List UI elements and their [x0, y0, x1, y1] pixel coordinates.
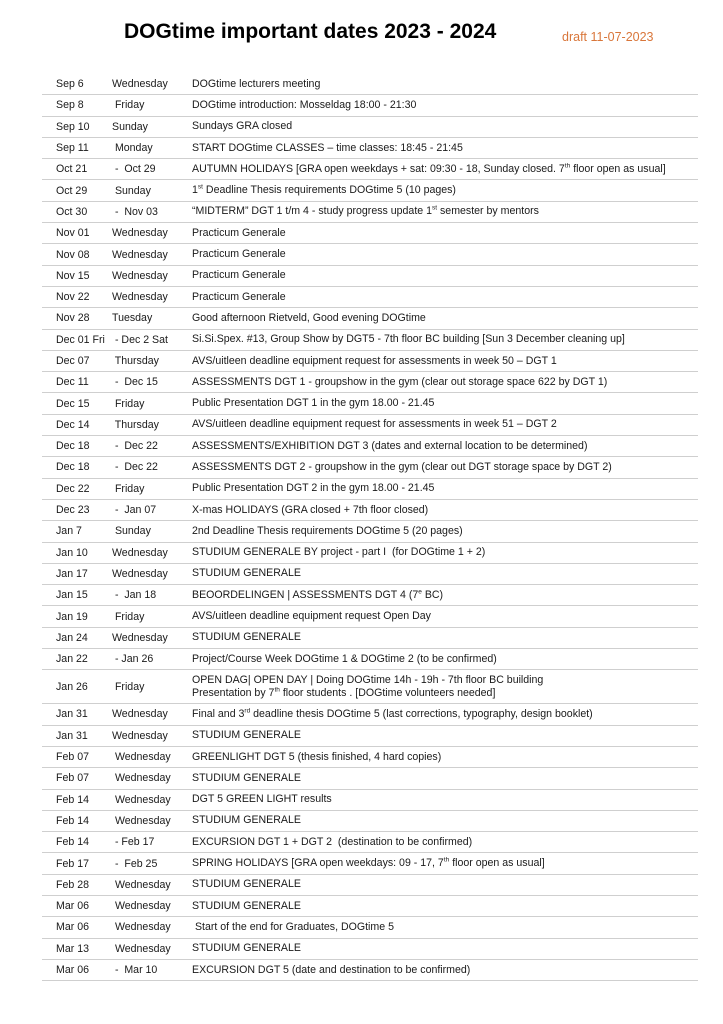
draft-date: draft 11-07-2023 — [562, 30, 654, 44]
row-description: STUDIUM GENERALE — [192, 942, 301, 955]
row-day: Thursday — [112, 418, 159, 431]
table-row — [42, 811, 698, 832]
row-description-text: floor open as usual] — [570, 162, 666, 175]
row-day: - Dec 22 — [112, 440, 158, 453]
row-description: DGT 5 GREEN LIGHT results — [192, 793, 332, 806]
row-day: Wednesday — [112, 248, 168, 261]
row-description: Si.Si.Spex. #13, Group Show by DGT5 - 7th floor BC building [Sun 3 December cleaning up] — [192, 333, 625, 346]
table-row — [42, 670, 698, 704]
row-date: Dec 22 — [56, 482, 90, 495]
row-description — [192, 205, 698, 218]
table-row — [42, 704, 698, 725]
row-day: Thursday — [112, 355, 159, 367]
row-date: Oct 21 — [56, 163, 88, 176]
ordinal-suffix: th — [564, 162, 571, 170]
table-row — [42, 351, 698, 372]
page-title: DOGtime important dates 2023 - 2024 — [124, 20, 497, 43]
row-description-text: semester by mentors — [437, 205, 539, 218]
table-row — [42, 436, 698, 457]
row-date: Jan 7 — [56, 525, 82, 538]
row-description: STUDIUM GENERALE — [192, 899, 301, 912]
row-day: Sunday — [112, 525, 151, 538]
row-date: Jan 31 — [56, 708, 88, 721]
table-row — [42, 628, 698, 649]
row-description: DOGtime introduction: Mosseldag 18:00 - 21:30 — [192, 98, 417, 111]
row-date: Jan 22 — [56, 653, 88, 666]
row-description: Practicum Generale — [192, 248, 286, 261]
row-date: Dec 18 — [56, 461, 90, 474]
row-day: Wednesday — [112, 708, 168, 721]
row-date: Nov 01 — [56, 227, 90, 240]
ordinal-suffix: th — [274, 686, 280, 694]
row-date: Sep 8 — [56, 99, 84, 112]
row-description-line: OPEN DAG| OPEN DAY | Doing DOGtime 14h - 19h - 7th floor BC building — [192, 673, 544, 686]
ordinal-suffix: th — [443, 856, 450, 864]
row-date: Feb 14 — [56, 793, 89, 806]
row-description: STUDIUM GENERALE — [192, 771, 301, 784]
table-row — [42, 543, 698, 564]
row-description-text: Presentation by 7 — [192, 686, 275, 699]
row-date: Dec 01 Fri — [56, 333, 105, 346]
row-day: Wednesday — [112, 227, 168, 240]
row-description: STUDIUM GENERALE — [192, 567, 301, 580]
row-day: Friday — [112, 397, 145, 410]
row-day: - Nov 03 — [112, 205, 158, 218]
row-date: Jan 10 — [56, 546, 88, 559]
table-row — [42, 939, 698, 960]
row-description: ASSESSMENTS DGT 1 - groupshow in the gym (clear out storage space 622 by DGT 1) — [192, 375, 608, 388]
row-day: Friday — [112, 610, 145, 623]
table-row — [42, 500, 698, 521]
row-date: Feb 07 — [56, 751, 89, 764]
row-day: Wednesday — [112, 772, 171, 785]
table-row — [42, 95, 698, 116]
row-date: Nov 08 — [56, 248, 90, 261]
table-row — [42, 117, 698, 138]
row-description: EXCURSION DGT 5 (date and destination to be confirmed) — [192, 963, 471, 976]
row-description: EXCURSION DGT 1 + DGT 2 (destination to be confirmed) — [192, 835, 473, 848]
row-date: Jan 15 — [56, 589, 88, 602]
row-day: Sunday — [112, 120, 148, 133]
table-row — [42, 917, 698, 938]
dates-table — [42, 74, 698, 981]
row-description-text: BC) — [421, 588, 444, 601]
table-row — [42, 585, 698, 606]
row-description-text: “MIDTERM” DGT 1 t/m 4 - study progress update 1 — [192, 205, 432, 218]
row-date: Jan 17 — [56, 567, 88, 580]
row-day: - Dec 22 — [112, 461, 158, 474]
row-description-text: Final and 3 — [192, 707, 245, 720]
row-description — [192, 589, 698, 602]
row-description-text: BEOORDELINGEN | ASSESSMENTS DGT 4 (7 — [192, 588, 419, 601]
row-description: STUDIUM GENERALE — [192, 631, 301, 644]
table-row — [42, 875, 698, 896]
row-day: - Dec 15 — [112, 376, 158, 389]
row-day: Friday — [112, 482, 145, 495]
row-description: STUDIUM GENERALE — [192, 878, 301, 891]
row-date: Nov 15 — [56, 269, 90, 282]
row-day: Wednesday — [112, 729, 168, 742]
row-date: Nov 22 — [56, 291, 90, 304]
row-date: Mar 13 — [56, 942, 89, 955]
row-description: GREENLIGHT DGT 5 (thesis finished, 4 hard copies) — [192, 750, 442, 763]
row-date: Mar 06 — [56, 964, 89, 977]
table-row — [42, 564, 698, 585]
table-row — [42, 202, 698, 223]
table-row — [42, 896, 698, 917]
row-date: Jan 31 — [56, 729, 88, 742]
row-day: Wednesday — [112, 793, 171, 806]
row-description: Project/Course Week DOGtime 1 & DOGtime 2 (to be confirmed) — [192, 652, 497, 665]
row-description: ASSESSMENTS/EXHIBITION DGT 3 (dates and external location to be determined) — [192, 439, 588, 452]
table-row — [42, 521, 698, 542]
row-day: - Jan 07 — [112, 504, 157, 517]
table-row — [42, 244, 698, 265]
row-date: Jan 19 — [56, 610, 88, 623]
row-description-text: AUTUMN HOLIDAYS [GRA open weekdays + sat: 09:30 - 18, Sunday closed. 7 — [192, 162, 565, 175]
row-date: Mar 06 — [56, 900, 89, 913]
row-date: Mar 06 — [56, 921, 89, 934]
row-day: Wednesday — [112, 878, 171, 891]
row-day: Friday — [112, 99, 145, 112]
row-day: Tuesday — [112, 312, 153, 325]
table-row — [42, 960, 698, 981]
table-row — [42, 726, 698, 747]
row-date: Feb 17 — [56, 857, 89, 870]
table-row — [42, 832, 698, 853]
table-row — [42, 457, 698, 478]
row-date: Dec 18 — [56, 440, 90, 453]
row-day: - Jan 18 — [112, 589, 157, 602]
row-description: DOGtime lecturers meeting — [192, 77, 321, 90]
ordinal-suffix: rd — [244, 707, 251, 715]
row-date: Nov 28 — [56, 312, 90, 325]
row-description-text: floor students . [DOGtime volunteers needed] — [279, 686, 496, 699]
row-day: Wednesday — [112, 900, 171, 913]
table-row — [42, 308, 698, 329]
row-day: - Feb 25 — [112, 857, 158, 870]
table-row — [42, 649, 698, 670]
table-row — [42, 266, 698, 287]
row-date: Feb 14 — [56, 814, 89, 827]
table-row — [42, 330, 698, 351]
table-row — [42, 606, 698, 627]
table-row — [42, 415, 698, 436]
row-date: Dec 14 — [56, 418, 90, 431]
row-day: Sunday — [112, 184, 151, 197]
row-day: Wednesday — [112, 631, 168, 644]
row-date: Oct 30 — [56, 205, 88, 218]
row-description: STUDIUM GENERALE BY project - part I (for DOGtime 1 + 2) — [192, 546, 486, 559]
table-row — [42, 74, 698, 95]
row-date: Dec 07 — [56, 355, 90, 367]
row-description: Practicum Generale — [192, 290, 286, 303]
ordinal-suffix: st — [197, 183, 203, 191]
table-row — [42, 372, 698, 393]
row-description: Public Presentation DGT 2 in the gym 18.00 - 21.45 — [192, 482, 435, 495]
ordinal-suffix: st — [432, 204, 438, 212]
table-row — [42, 180, 698, 201]
row-date: Sep 6 — [56, 78, 84, 91]
row-date: Dec 23 — [56, 504, 90, 517]
row-description: Good afternoon Rietveld, Good evening DOGtime — [192, 311, 426, 324]
row-date: Jan 26 — [56, 680, 88, 693]
table-row — [42, 790, 698, 811]
row-description — [192, 708, 698, 721]
row-description-text: deadline thesis DOGtime 5 (last corrections, typography, design booklet) — [250, 707, 593, 720]
table-row — [42, 159, 698, 180]
row-day: Wednesday — [112, 942, 171, 955]
row-date: Sep 11 — [56, 142, 89, 155]
row-day: Wednesday — [112, 269, 168, 282]
row-day: - Dec 2 Sat — [112, 333, 168, 346]
row-day: - Oct 29 — [112, 163, 156, 176]
row-day: - Jan 26 — [112, 653, 154, 666]
row-date: Sep 10 — [56, 120, 90, 133]
row-description: Practicum Generale — [192, 226, 286, 239]
row-description-text: Deadline Thesis requirements DOGtime 5 (10 pages) — [202, 184, 456, 197]
row-day: Monday — [112, 142, 153, 155]
row-description: STUDIUM GENERALE — [192, 814, 301, 827]
row-day: Wednesday — [112, 921, 171, 934]
row-description: AVS/uitleen deadline equipment request for assessments in week 50 – DGT 1 — [192, 354, 557, 367]
row-day: Wednesday — [112, 78, 168, 91]
row-description: ASSESSMENTS DGT 2 - groupshow in the gym (clear out DGT storage space by DGT 2) — [192, 460, 612, 473]
row-description: X-mas HOLIDAYS (GRA closed + 7th floor closed) — [192, 503, 429, 516]
row-date: Feb 28 — [56, 878, 89, 891]
row-description — [192, 184, 698, 197]
row-description-text: floor open as usual] — [449, 857, 545, 870]
row-description: AVS/uitleen deadline equipment request Open Day — [192, 610, 431, 623]
row-description: Practicum Generale — [192, 269, 286, 282]
row-day: - Mar 10 — [112, 964, 158, 977]
row-date: Feb 07 — [56, 772, 89, 785]
table-row — [42, 479, 698, 500]
table-row — [42, 393, 698, 414]
row-date: Oct 29 — [56, 184, 88, 197]
row-description: STUDIUM GENERALE — [192, 729, 301, 742]
row-description — [192, 674, 698, 700]
row-description: AVS/uitleen deadline equipment request for assessments in week 51 – DGT 2 — [192, 418, 557, 431]
row-date: Dec 11 — [56, 376, 89, 389]
row-description: START DOGtime CLASSES – time classes: 18:45 - 21:45 — [192, 141, 463, 154]
row-day: Wednesday — [112, 546, 168, 559]
table-row — [42, 747, 698, 768]
table-row — [42, 768, 698, 789]
table-row — [42, 853, 698, 874]
row-date: Jan 24 — [56, 631, 88, 644]
row-date: Dec 15 — [56, 397, 90, 410]
row-description: 2nd Deadline Thesis requirements DOGtime 5 (20 pages) — [192, 524, 463, 537]
row-day: Wednesday — [112, 751, 171, 764]
table-row — [42, 138, 698, 159]
row-description — [192, 857, 698, 870]
row-description: Start of the end for Graduates, DOGtime 5 — [192, 920, 394, 933]
row-day: Friday — [112, 680, 145, 693]
row-description: Public Presentation DGT 1 in the gym 18.00 - 21.45 — [192, 397, 435, 410]
row-day: - Feb 17 — [112, 836, 155, 849]
row-day: Wednesday — [112, 814, 171, 827]
row-description-text: SPRING HOLIDAYS [GRA open weekdays: 09 - 17, 7 — [192, 857, 444, 870]
row-date: Feb 14 — [56, 836, 89, 849]
row-description — [192, 163, 698, 176]
table-row — [42, 287, 698, 308]
row-day: Wednesday — [112, 567, 168, 580]
row-description-text: 1 — [192, 184, 198, 197]
row-day: Wednesday — [112, 291, 168, 304]
table-row — [42, 223, 698, 244]
row-description: Sundays GRA closed — [192, 120, 293, 133]
ordinal-suffix: e — [418, 588, 422, 596]
